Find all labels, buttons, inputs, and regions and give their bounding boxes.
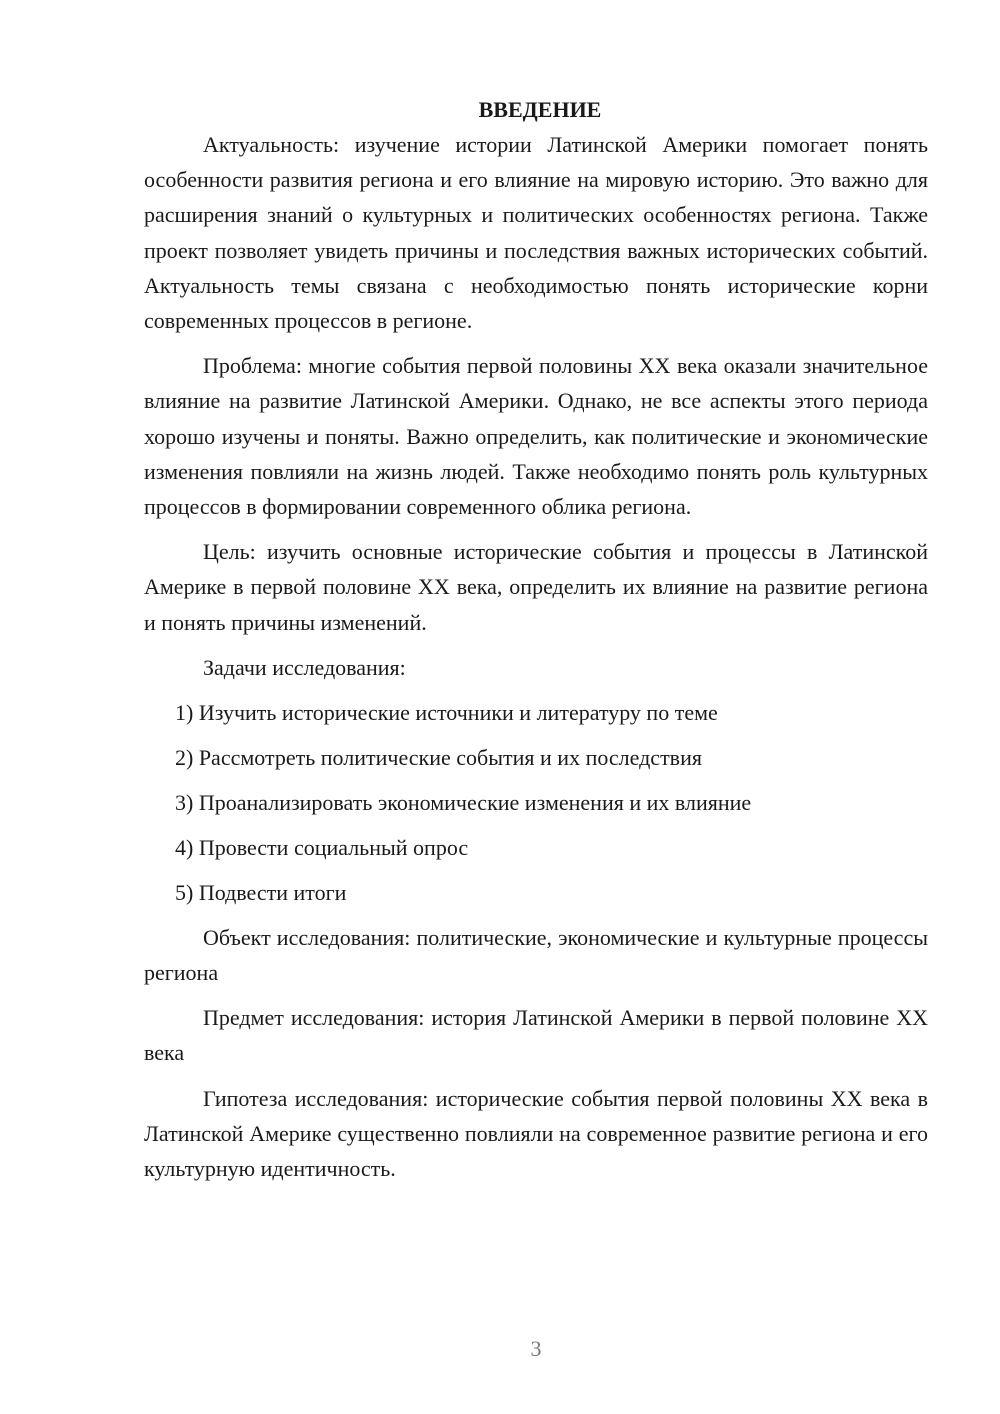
section-title: ВВЕДЕНИЕ: [478, 97, 602, 122]
document-page: [144, 92, 928, 1196]
goal-paragraph: Цель: изучить основные исторические события и процессы в Латинской Америке в первой половине XX века, определить их влияние на развитие региона и понять причины изменений.: [144, 539, 928, 635]
task-item: 4) Провести социальный опрос: [175, 834, 469, 860]
relevance-paragraph: Актуальность: изучение истории Латинской Америки помогает понять особенности развития региона и его влияние на мировую историю. Это важно для расширения знаний о культурных и политических особенностях региона. Также проект позволяет увидеть причины и последствия важных исторических событий. Актуальность темы связана с необходимостью понять исторические корни современных процессов в регионе.: [144, 132, 928, 334]
tasks-heading: Задачи исследования:: [203, 654, 406, 680]
task-item: 5) Подвести итоги: [175, 879, 347, 905]
problem-paragraph: Проблема: многие события первой половины XX века оказали значительное влияние на развитие Латинской Америки. Однако, не все аспекты этого периода хорошо изучены и поняты. Важно определить, как политические и экономические изменения повлияли на жизнь людей. Также необходимо понять роль культурных процессов в формировании современного облика региона.: [144, 353, 928, 520]
task-item: 1) Изучить исторические источники и литературу по теме: [175, 699, 718, 725]
page-number: 3: [530, 1336, 542, 1361]
tasks-list: [144, 695, 928, 910]
task-item: 3) Проанализировать экономические изменения и их влияние: [175, 789, 752, 815]
hypothesis-paragraph: Гипотеза исследования: исторические события первой половины XX века в Латинской Америке существенно повлияли на современное развитие региона и его культурную идентичность.: [144, 1085, 928, 1182]
subject-paragraph: Предмет исследования: история Латинской Америки в первой половине XX века: [144, 1005, 928, 1066]
object-paragraph: Объект исследования: политические, экономические и культурные процессы региона: [144, 924, 928, 986]
task-item: 2) Рассмотреть политические события и их последствия: [175, 744, 702, 770]
